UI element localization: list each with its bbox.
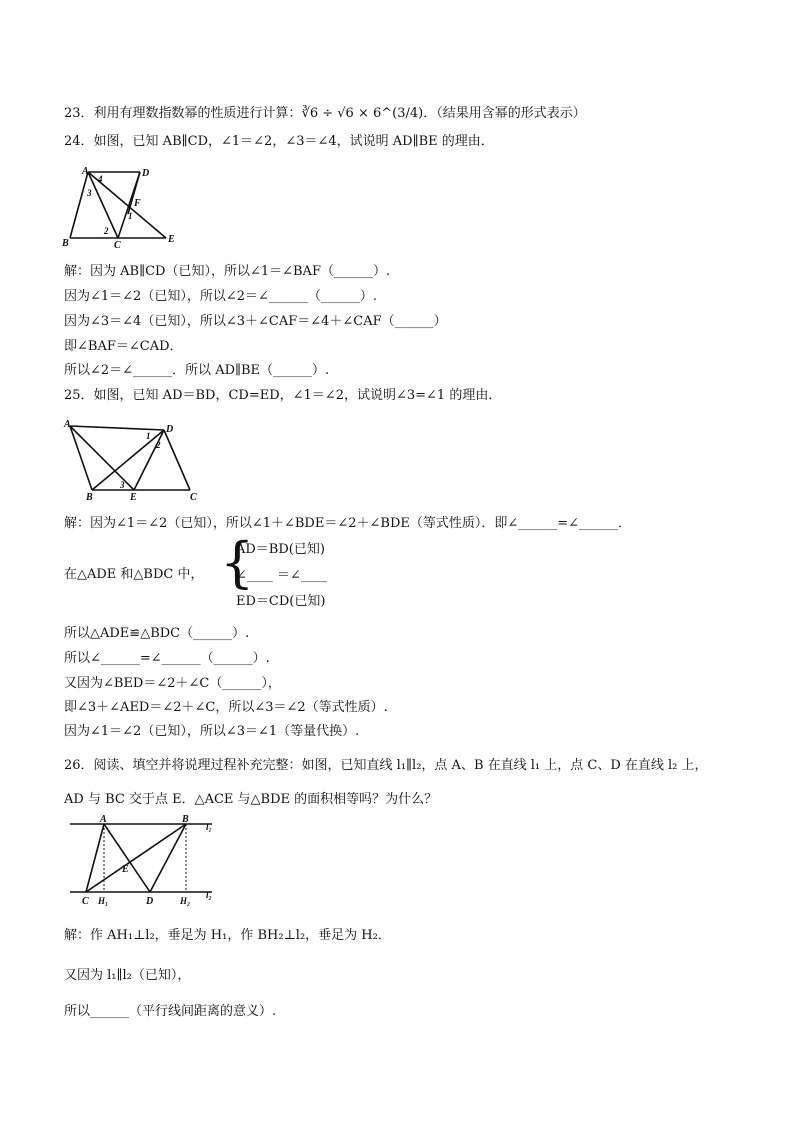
q25-system-1: ∠____ ＝∠____ [236, 568, 327, 583]
q24-label-1: D [142, 168, 150, 179]
q24-label-8: C [114, 240, 121, 250]
q24-label-3: 3 [87, 188, 92, 198]
q25-label-4: 3 [120, 480, 125, 490]
q25-figure [60, 418, 210, 502]
q25-label-6: E [130, 492, 137, 502]
q25-label-0: A [64, 419, 71, 430]
q26-prompt-1: 26．阅读、填空并将说理过程补充完整：如图，已知直线 l₁∥l₂，点 A、B 在直线 l₁ 上，点 C、D 在直线 l₂ 上， [64, 758, 708, 773]
q25-label-2: 1 [146, 431, 151, 441]
q25-label-1: D [166, 424, 174, 435]
q24-figure [62, 164, 192, 250]
q26-label-8: l₂ [206, 890, 212, 900]
q25-line-d: 即∠3＋∠AED＝∠2＋∠C，所以∠3＝∠2（等式性质）. [64, 700, 388, 715]
q26-label-6: D [146, 896, 154, 907]
q26-figure-lines [70, 824, 212, 892]
q24-line-1: 因为∠1＝∠2（已知），所以∠2＝∠______（______）. [64, 289, 378, 304]
q25-line-b: 所以∠______=∠______（______）. [64, 651, 270, 666]
q24-line-4: 所以∠2＝∠______．所以 AD∥BE（______）. [64, 363, 330, 378]
q24-label-7: B [62, 238, 69, 249]
q26-prompt-2: AD 与 BC 交于点 E．△ACE 与△BDE 的面积相等吗？为什么？ [64, 792, 438, 807]
q25-figure-lines [70, 426, 190, 490]
q24-label-2: 4 [98, 174, 103, 184]
q26-label-0: A [100, 814, 107, 825]
q24-line-3: 即∠BAF＝∠CAD． [64, 339, 183, 354]
q25-line-c: 又因为∠BED＝∠2＋∠C（______）， [64, 676, 281, 691]
q25-label-7: C [190, 492, 197, 502]
q26-figure [62, 814, 222, 912]
q25-line-a: 所以△ADE≌△BDC（______）. [64, 626, 250, 641]
q24-label-5: 1 [128, 211, 133, 221]
q24-figure-lines [70, 172, 166, 238]
q24-line-0: 解：因为 AB∥CD（已知），所以∠1＝∠BAF（______）. [64, 264, 391, 279]
q24-label-9: E [168, 234, 175, 245]
q26-line-1: 又因为 l₁∥l₂（已知）， [64, 968, 191, 983]
q26-line-2: 所以______（平行线间距离的意义）. [64, 1004, 277, 1019]
q25-system-brace: { [220, 531, 255, 594]
q25-line-e: 因为∠1＝∠2（已知），所以∠3＝∠1（等量代换）. [64, 724, 360, 739]
q24-label-0: A [82, 166, 89, 177]
q26-label-2: l₁ [206, 822, 212, 832]
q25-system-0: AD＝BD(已知) [236, 542, 325, 557]
q25-system-intro: 在△ADE 和△BDC 中， [64, 567, 204, 582]
q25-label-5: B [86, 492, 93, 502]
q26-label-5: H₁ [98, 896, 109, 906]
q24-prompt: 24．如图，已知 AB∥CD，∠1＝∠2，∠3＝∠4，试说明 AD∥BE 的理由． [64, 134, 494, 149]
q26-figure-dashed [104, 824, 186, 892]
q23-text: 23．利用有理数指数幂的性质进行计算：∛6 ÷ √6 × 6^(3/4)．（结果用含幂的形式表示） [64, 106, 586, 121]
q25-line-1: 解：因为∠1＝∠2（已知），所以∠1＋∠BDE＝∠2＋∠BDE（等式性质）．即∠______=∠______． [64, 516, 632, 531]
q26-line-0: 解：作 AH₁⊥l₂，垂足为 H₁，作 BH₂⊥l₂，垂足为 H₂． [64, 928, 391, 943]
q26-label-3: E [122, 864, 129, 875]
q25-system-2: ED＝CD(已知) [236, 594, 326, 609]
q24-label-4: F [134, 198, 141, 209]
q26-label-7: H₂ [180, 896, 191, 906]
q25-label-3: 2 [156, 440, 161, 450]
q26-label-4: C [82, 896, 89, 907]
q24-line-2: 因为∠3＝∠4（已知），所以∠3＋∠CAF＝∠4＋∠CAF（______） [64, 314, 447, 329]
q25-prompt: 25．如图，已知 AD＝BD，CD=ED，∠1＝∠2，试说明∠3=∠1 的理由． [64, 388, 502, 403]
q26-label-1: B [182, 814, 189, 825]
q24-label-6: 2 [104, 226, 109, 236]
